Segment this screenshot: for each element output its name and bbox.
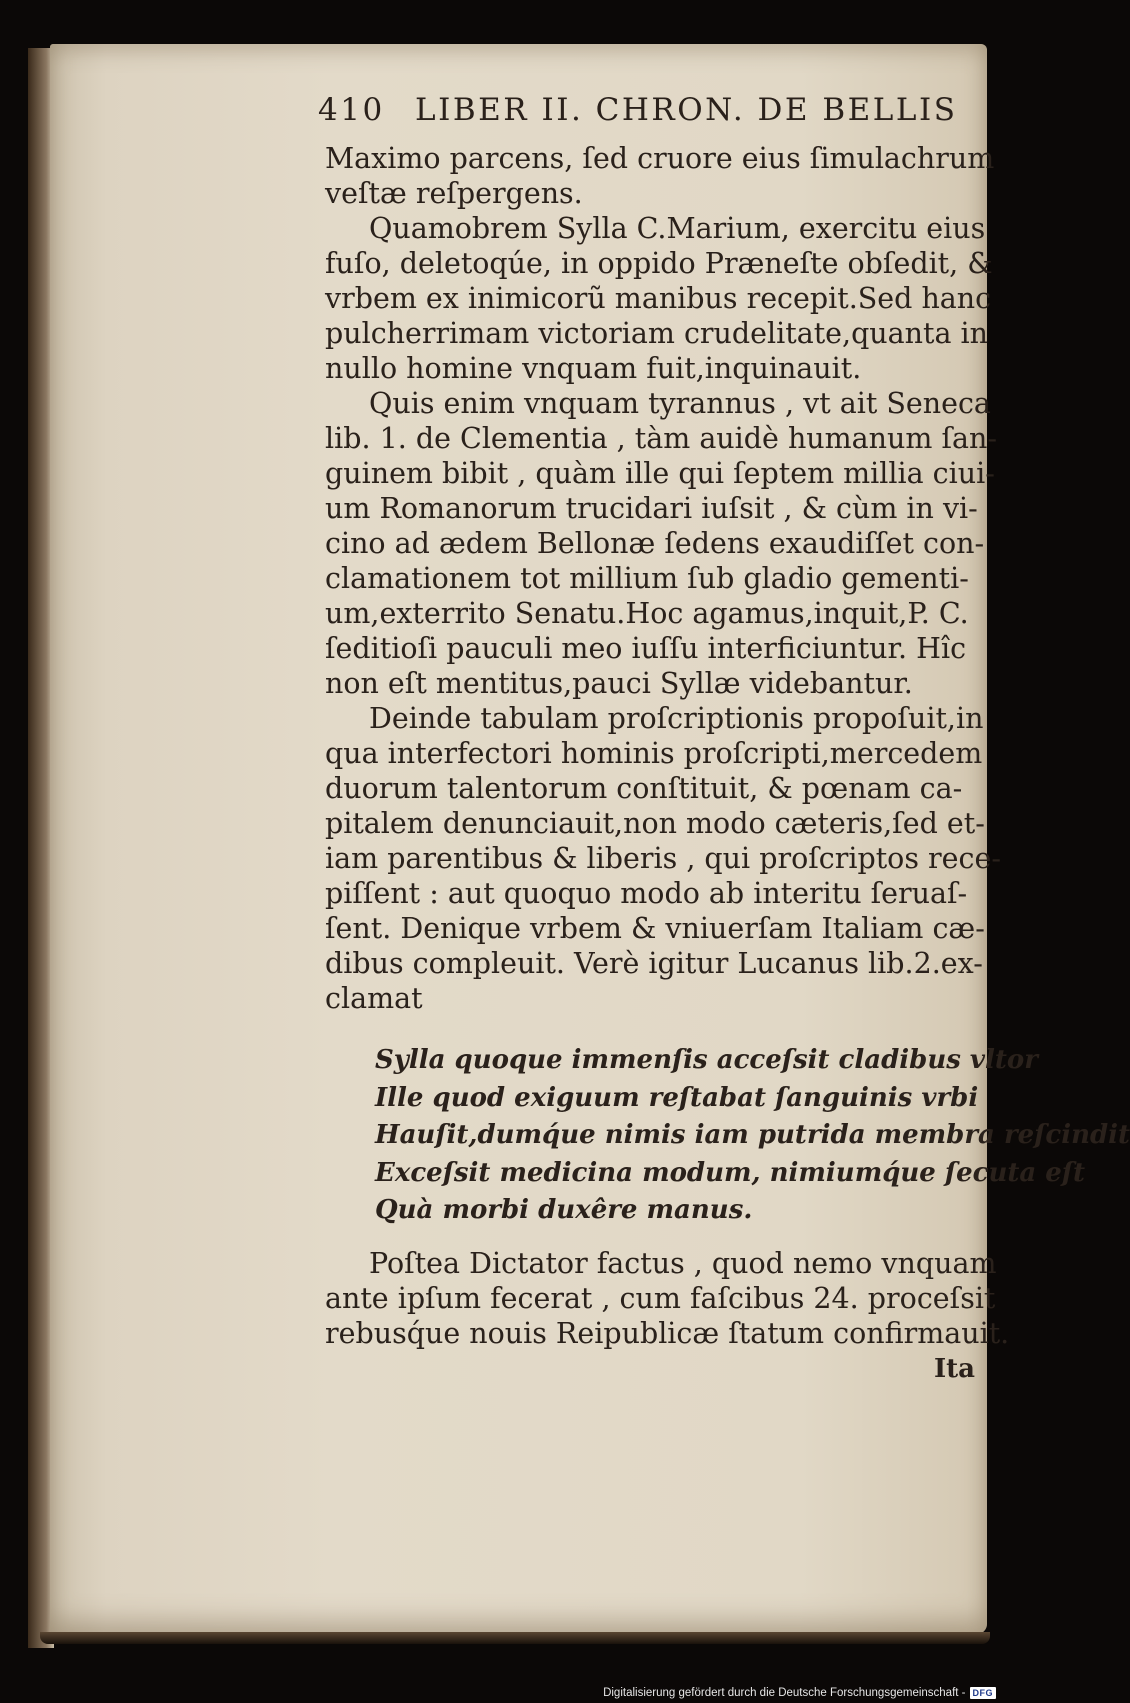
body-text-line: cino ad ædem Bellonæ ſedens exaudiſſet con- — [325, 527, 985, 560]
body-text-line: clamationem tot millium ſub gladio gementi- — [325, 562, 969, 595]
verse-quotation — [375, 1042, 1130, 1230]
dfg-logo: DFG — [970, 1687, 997, 1699]
body-text — [325, 141, 1001, 1016]
body-text-line: ſent. Denique vrbem & vniuerſam Italiam cæ- — [325, 912, 985, 945]
verse-line: Quà morbi duxêre manus. — [375, 1195, 753, 1225]
verse-line: Hauſit,dumq́ue nimis iam putrida membra reſcindit — [375, 1120, 1130, 1150]
credit-text: Digitalisierung gefördert durch die Deutsche Forschungsgemeinschaft - — [603, 1687, 966, 1699]
body-text-line: pulcherrimam victoriam crudelitate,quanta in — [325, 317, 988, 350]
body-text-line: Quis enim vnquam tyrannus , vt ait Seneca — [369, 387, 991, 420]
body-text-line: rebusq́ue nouis Reipublicæ ſtatum confirmauit. — [325, 1317, 1010, 1350]
body-text-line: non eſt mentitus,pauci Syllæ videbantur. — [325, 667, 913, 700]
body-text-line: nullo homine vnquam fuit,inquinauit. — [325, 352, 862, 385]
body-text-line: Maximo parcens, ſed cruore eius ſimulachrum — [325, 142, 995, 175]
body-text-line: duorum talentorum conſtituit, & pœnam ca- — [325, 772, 963, 805]
body-text-line: qua interfectori hominis proſcripti,mercedem — [325, 737, 983, 770]
body-text-line: piſſent : aut quoquo modo ab interitu ſeruaſ- — [325, 877, 968, 910]
body-text-line: guinem bibit , quàm ille qui ſeptem millia ciui- — [325, 457, 995, 490]
body-text-line: ſeditioſi pauculi meo iuſſu interficiuntur. Hîc — [325, 632, 967, 665]
body-text-line: dibus compleuit. Verè igitur Lucanus lib.2.ex- — [325, 947, 983, 980]
catchword: Ita — [934, 1354, 976, 1384]
body-text-line: Quamobrem Sylla C.Marium, exercitu eius — [369, 212, 986, 245]
body-text-line: iam parentibus & liberis , qui proſcriptos rece- — [325, 842, 1001, 875]
body-text-line: vrbem ex inimicorũ manibus recepit.Sed hanc — [325, 282, 992, 315]
digitization-credit — [603, 1687, 996, 1699]
page-number: 410 — [318, 92, 385, 128]
body-text-line: Deinde tabulam proſcriptionis propoſuit,in — [369, 702, 984, 735]
body-text-line: Poſtea Dictator factus , quod nemo vnquam — [369, 1247, 997, 1280]
body-text-line: ante ipſum fecerat , cum faſcibus 24. proceſsit — [325, 1282, 996, 1315]
verse-line: Sylla quoque immenſis acceſsit cladibus vltor — [375, 1045, 1038, 1075]
verse-line: Exceſsit medicina modum, nimiumq́ue ſecuta eſt — [375, 1157, 1085, 1188]
body-text-line: pitalem denunciauit,non modo cæteris,ſed et- — [325, 807, 985, 840]
running-head — [318, 92, 958, 128]
body-text-line: lib. 1. de Clementia , tàm auidè humanum ſan- — [325, 422, 997, 455]
verse-line: Ille quod exiguum reſtabat ſanguinis vrbi — [375, 1082, 979, 1113]
body-text-line: fuſo, deletoqúe, in oppido Præneſte obſedit, & — [325, 247, 993, 280]
body-text-line: veſtæ reſpergens. — [325, 177, 583, 210]
body-text-line: um Romanorum trucidari iuſsit , & cùm in vi- — [325, 492, 978, 525]
page-bottom-edge — [40, 1632, 990, 1644]
body-text-continued — [325, 1246, 1010, 1351]
body-text-line: clamat — [325, 982, 423, 1015]
running-head-title: LIBER II. CHRON. DE BELLIS — [415, 92, 958, 128]
body-text-line: um,exterrito Senatu.Hoc agamus,inquit,P. C. — [325, 597, 969, 630]
